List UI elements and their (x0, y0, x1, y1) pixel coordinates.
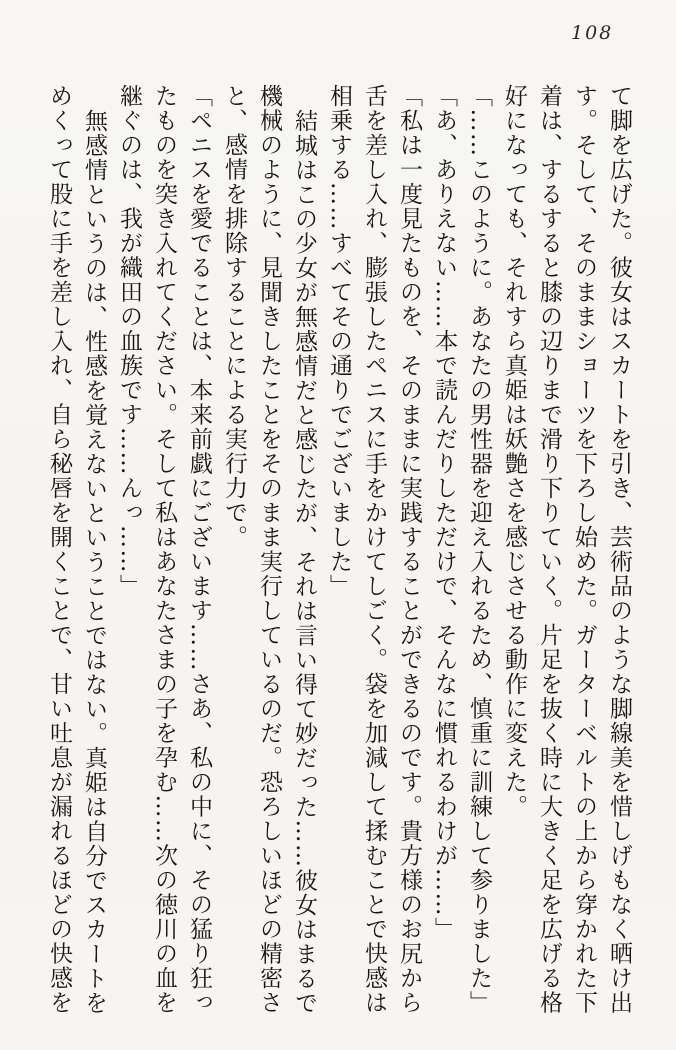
text-line: 無感情というのは、性感を覚えないということではない。真姫は自分でスカートを (81, 109, 107, 1016)
text-line: と、感情を排除することによる実行力で。 (221, 84, 247, 550)
text-line: 機械のように、見聞きしたことをそのまま実行しているのだ。恐ろしいほどの精密さ (256, 84, 282, 1015)
text-line: 「あ、ありえない……本で読んだりしただけで、そんなに慣れるわけが……」 (431, 84, 457, 942)
text-line: 継ぐのは、我が織田の血族です……んっ……」 (116, 84, 142, 599)
text-line: 着は、するすると膝の辺りまで滑り下りていく。片足を抜く時に大きく足を広げる格 (536, 84, 562, 1015)
text-line: 「私は一度見たものを、そのままに実践することができるのです。貴方様のお尻から (396, 84, 422, 1015)
text-line: 「……このように。あなたの男性器を迎え入れるため、慎重に訓練して参りました」 (466, 84, 492, 1015)
text-line: 「ペニスを愛でることは、本来前戯にございます……さあ、私の中に、その猛り狂っ (186, 84, 212, 1015)
text-line: たものを突き入れてください。そして私はあなたさまの子を孕む……次の徳川の血を (151, 84, 177, 1015)
text-line: 好になっても、それすら真姫は妖艶さを感じさせる動作に変えた。 (501, 84, 527, 819)
text-line: めくって股に手を差し入れ、自ら秘唇を開くことで、甘い吐息が漏れるほどの快感を (46, 84, 72, 1015)
text-line: て脚を広げた。彼女はスカートを引き、芸術品のような脚線美を惜しげもなく晒け出 (606, 84, 632, 1015)
page-number: 108 (571, 22, 614, 44)
text-line: 相乗する……すべてその通りでございました」 (326, 84, 352, 599)
text-block (41, 84, 636, 1020)
text-line: 舌を差し入れ、膨張したペニスに手をかけてしごく。袋を加減して揉むことで快感は (361, 84, 387, 1015)
text-line: す。そして、そのままショーツを下ろし始めた。ガーターベルトの上から穿かれた下 (571, 84, 597, 1015)
text-line: 結城はこの少女が無感情だと感じたが、それは言い得て妙だった……彼女はまるで (291, 109, 317, 1016)
